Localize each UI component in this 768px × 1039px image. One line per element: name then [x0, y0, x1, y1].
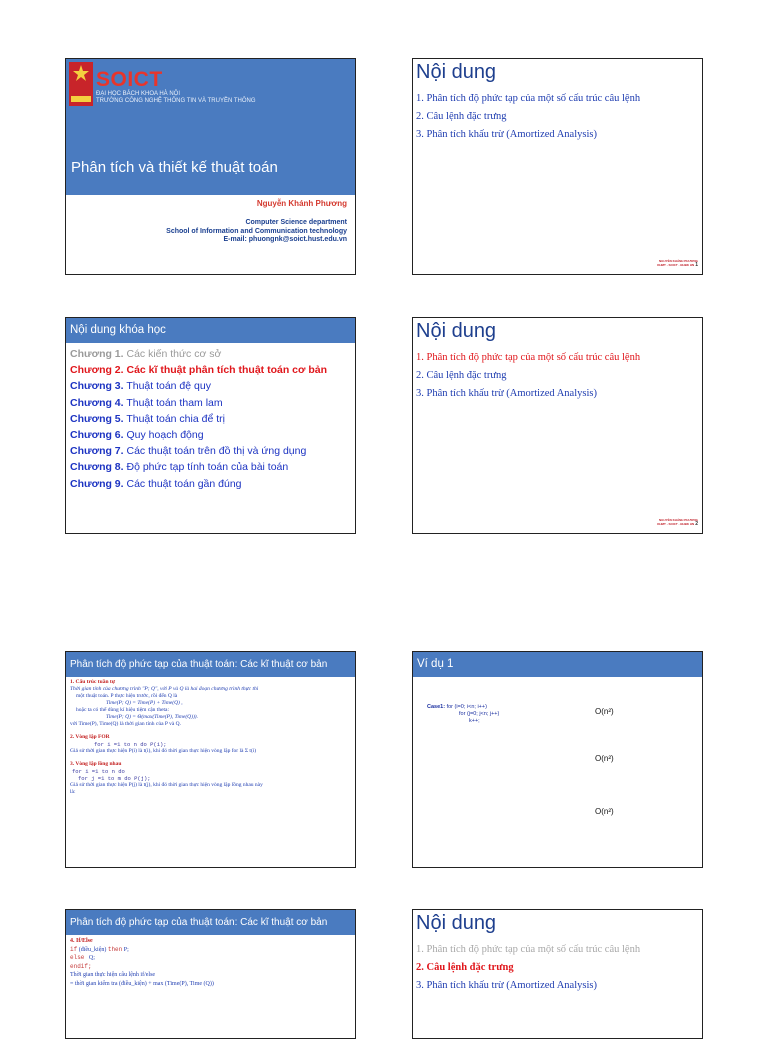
slide-header-bar [66, 652, 355, 677]
body-line: Giả sử thời gian thực hiện P(i) là t(i), khi đó thời gian thực hiện vòng lặp for là Σ t(i) [70, 748, 257, 754]
chapter-item [70, 378, 327, 394]
slide-basic-techniques [65, 651, 356, 868]
if-else-body [70, 937, 354, 988]
slide-outline-1 [412, 58, 703, 275]
outline-item-active: 2. Câu lệnh đặc trưng [416, 962, 514, 973]
outline-item: 2. Câu lệnh đặc trưng [416, 111, 507, 122]
slide-heading: Ví dụ 1 [417, 658, 454, 670]
slide-footer [657, 259, 698, 267]
slide-course-outline [65, 317, 356, 534]
case-label: Case1: [427, 704, 446, 710]
footer-author: NGUYỄN KHÁNH PHƯƠNG [658, 518, 698, 522]
footer-org [657, 522, 698, 526]
chapter-num: Chương 5. [70, 412, 124, 425]
school-line: TRƯỜNG CÔNG NGHỆ THÔNG TIN VÀ TRUYỀN THÔNG [96, 98, 256, 104]
section-heading: 1. Cấu trúc tuần tự [70, 679, 116, 685]
slide-header-bar [66, 910, 355, 935]
slide-heading: Nội dung khóa học [70, 324, 166, 336]
chapter-num: Chương 4. [70, 396, 124, 409]
footer-org-text: KHMT - SOICT - ĐHBK HN [657, 522, 695, 526]
slide-header-bar [413, 652, 702, 677]
chapter-item [70, 427, 327, 443]
case-code [427, 704, 499, 725]
chapter-item [70, 395, 327, 411]
chapter-list [70, 346, 327, 492]
slide-heading: Nội dung [416, 912, 497, 934]
hust-logo-icon [69, 62, 93, 106]
page-number: 2 [695, 521, 698, 527]
body-line: hoặc ta có thể dùng kí hiệu tiệm cận theta: [76, 707, 170, 713]
code-text: (điều_kiện) [78, 946, 107, 953]
outline-item: 3. Phân tích khấu trừ (Amortized Analysis) [416, 388, 597, 399]
keyword: else [70, 954, 85, 961]
outline-item-active: 1. Phân tích độ phức tạp của một số cấu trúc câu lệnh [416, 352, 641, 363]
school-en-line: School of Information and Communication technology [166, 227, 347, 235]
dept-line: Computer Science department [245, 219, 347, 226]
complexity-note: O(n²) [595, 807, 614, 816]
outline-list [416, 90, 640, 144]
title-band [66, 59, 355, 195]
chapter-name: Quy hoạch động [126, 429, 204, 442]
slide-heading: Nội dung [416, 320, 497, 342]
code-line [70, 946, 354, 955]
chapter-name: Thuật toán đệ quy [126, 380, 211, 393]
footer-author: NGUYỄN KHÁNH PHƯƠNG [658, 259, 698, 263]
outline-item: 1. Phân tích độ phức tạp của một số cấu trúc câu lệnh [416, 944, 641, 955]
chapter-name: Các thuật toán gần đúng [126, 477, 242, 490]
code-text: P; [123, 946, 129, 953]
code-line: for i =1 to n do P(i); [94, 741, 167, 748]
chapter-num: Chương 6. [70, 429, 124, 442]
body-line: = thời gian kiểm tra (điều_kiện) + max (Time(P), Time (Q)) [70, 980, 214, 987]
slide-header-bar [66, 318, 355, 343]
code-line: for i =1 to n do [72, 768, 125, 775]
section-heading: 2. Vòng lặp FOR [70, 734, 110, 740]
chapter-item [70, 346, 327, 362]
slide-heading: Phân tích độ phức tạp của thuật toán: Các kĩ thuật cơ bản [70, 917, 328, 928]
chapter-num: Chương 3. [70, 380, 124, 393]
university-name [96, 91, 256, 105]
code-line: k++; [469, 718, 480, 724]
code-line: for j =1 to m do P(j); [78, 775, 151, 782]
complexity-note: O(n²) [595, 707, 614, 716]
chapter-item [70, 443, 327, 459]
footer-org-text: KHMT - SOICT - ĐHBK HN [657, 263, 695, 267]
code-line [427, 704, 499, 711]
soict-brand: SOICT [96, 68, 163, 91]
slide-heading: Nội dung [416, 61, 497, 83]
body-line: Thời gian tính của chương trình "P; Q", với P và Q là hai đoạn chương trình thực thi [70, 686, 259, 692]
author-affiliation [166, 219, 347, 245]
slide-footer [657, 518, 698, 526]
body-line: Thời gian thực hiện câu lệnh if/else [70, 972, 156, 978]
outline-list [416, 941, 640, 995]
code-line: endif; [70, 962, 92, 970]
code-text: Q; [88, 955, 95, 961]
chapter-item [70, 476, 327, 492]
outline-item: 3. Phân tích khấu trừ (Amortized Analysis) [416, 129, 597, 140]
chapter-item [70, 411, 327, 427]
footer-org [657, 263, 698, 267]
section-heading: 3. Vòng lặp lồng nhau [70, 761, 122, 767]
chapter-num: Chương 9. [70, 477, 124, 490]
code-line [70, 954, 354, 963]
formula-line: Time(P; Q) = Θ(max(Time(P), Time(Q))). [106, 714, 198, 720]
formula-line: Time(P; Q) = Time(P) + Time(Q) , [106, 700, 183, 706]
chapter-num: Chương 2. [70, 364, 124, 377]
chapter-num: Chương 8. [70, 461, 124, 474]
body-line: Giả sử thời gian thực hiện P(j) là t(j), khi đó thời gian thực hiện vòng lặp lồng nhau này [70, 782, 263, 788]
technique-body [70, 679, 354, 796]
slide-title [65, 58, 356, 275]
chapter-name: Thuật toán tham lam [126, 396, 223, 409]
chapter-item [70, 459, 327, 475]
slide-if-else [65, 909, 356, 1039]
outline-list [416, 349, 640, 403]
chapter-name: Các thuật toán trên đồ thị và ứng dụng [126, 445, 307, 458]
page-number: 1 [695, 262, 698, 268]
chapter-name: Các kĩ thuật phân tích thuật toán cơ bản [126, 364, 328, 377]
slide-outline-3 [412, 909, 703, 1039]
chapter-num: Chương 1. [70, 348, 124, 360]
slide-outline-2 [412, 317, 703, 534]
slide-example-1 [412, 651, 703, 868]
university-line: ĐẠI HỌC BÁCH KHOA HÀ NỘI [96, 91, 181, 97]
author-name: Nguyễn Khánh Phương [256, 199, 347, 208]
chapter-name: Thuật toán chia để trị [126, 412, 225, 425]
chapter-name: Các kiến thức cơ sở [126, 348, 222, 360]
keyword: if [70, 945, 78, 953]
outline-item: 2. Câu lệnh đặc trưng [416, 370, 507, 381]
outline-item: 1. Phân tích độ phức tạp của một số cấu trúc câu lệnh [416, 93, 641, 104]
code-line: for (j=0; j<n; j++) [459, 711, 500, 717]
chapter-item [70, 362, 327, 378]
course-title: Phân tích và thiết kế thuật toán [71, 159, 278, 176]
email-line: E-mail: phuongnk@soict.hust.edu.vn [223, 236, 347, 243]
body-line: một thuật toán. P thực hiện trước, rồi đến Q là [76, 693, 178, 699]
code-text: for (i=0; i<n; i++) [446, 704, 487, 710]
body-line: với Time(P), Time(Q) là thời gian tính của P và Q. [70, 721, 182, 727]
chapter-num: Chương 7. [70, 445, 124, 458]
keyword: then [107, 945, 123, 953]
section-heading: 4. If/Else [70, 938, 93, 944]
complexity-note: O(n²) [595, 754, 614, 763]
outline-item: 3. Phân tích khấu trừ (Amortized Analysis) [416, 980, 597, 991]
slide-heading: Phân tích độ phức tạp của thuật toán: Các kĩ thuật cơ bản [70, 659, 328, 670]
chapter-name: Độ phức tạp tính toán của bài toán [126, 461, 289, 474]
body-line: là: [70, 789, 76, 795]
